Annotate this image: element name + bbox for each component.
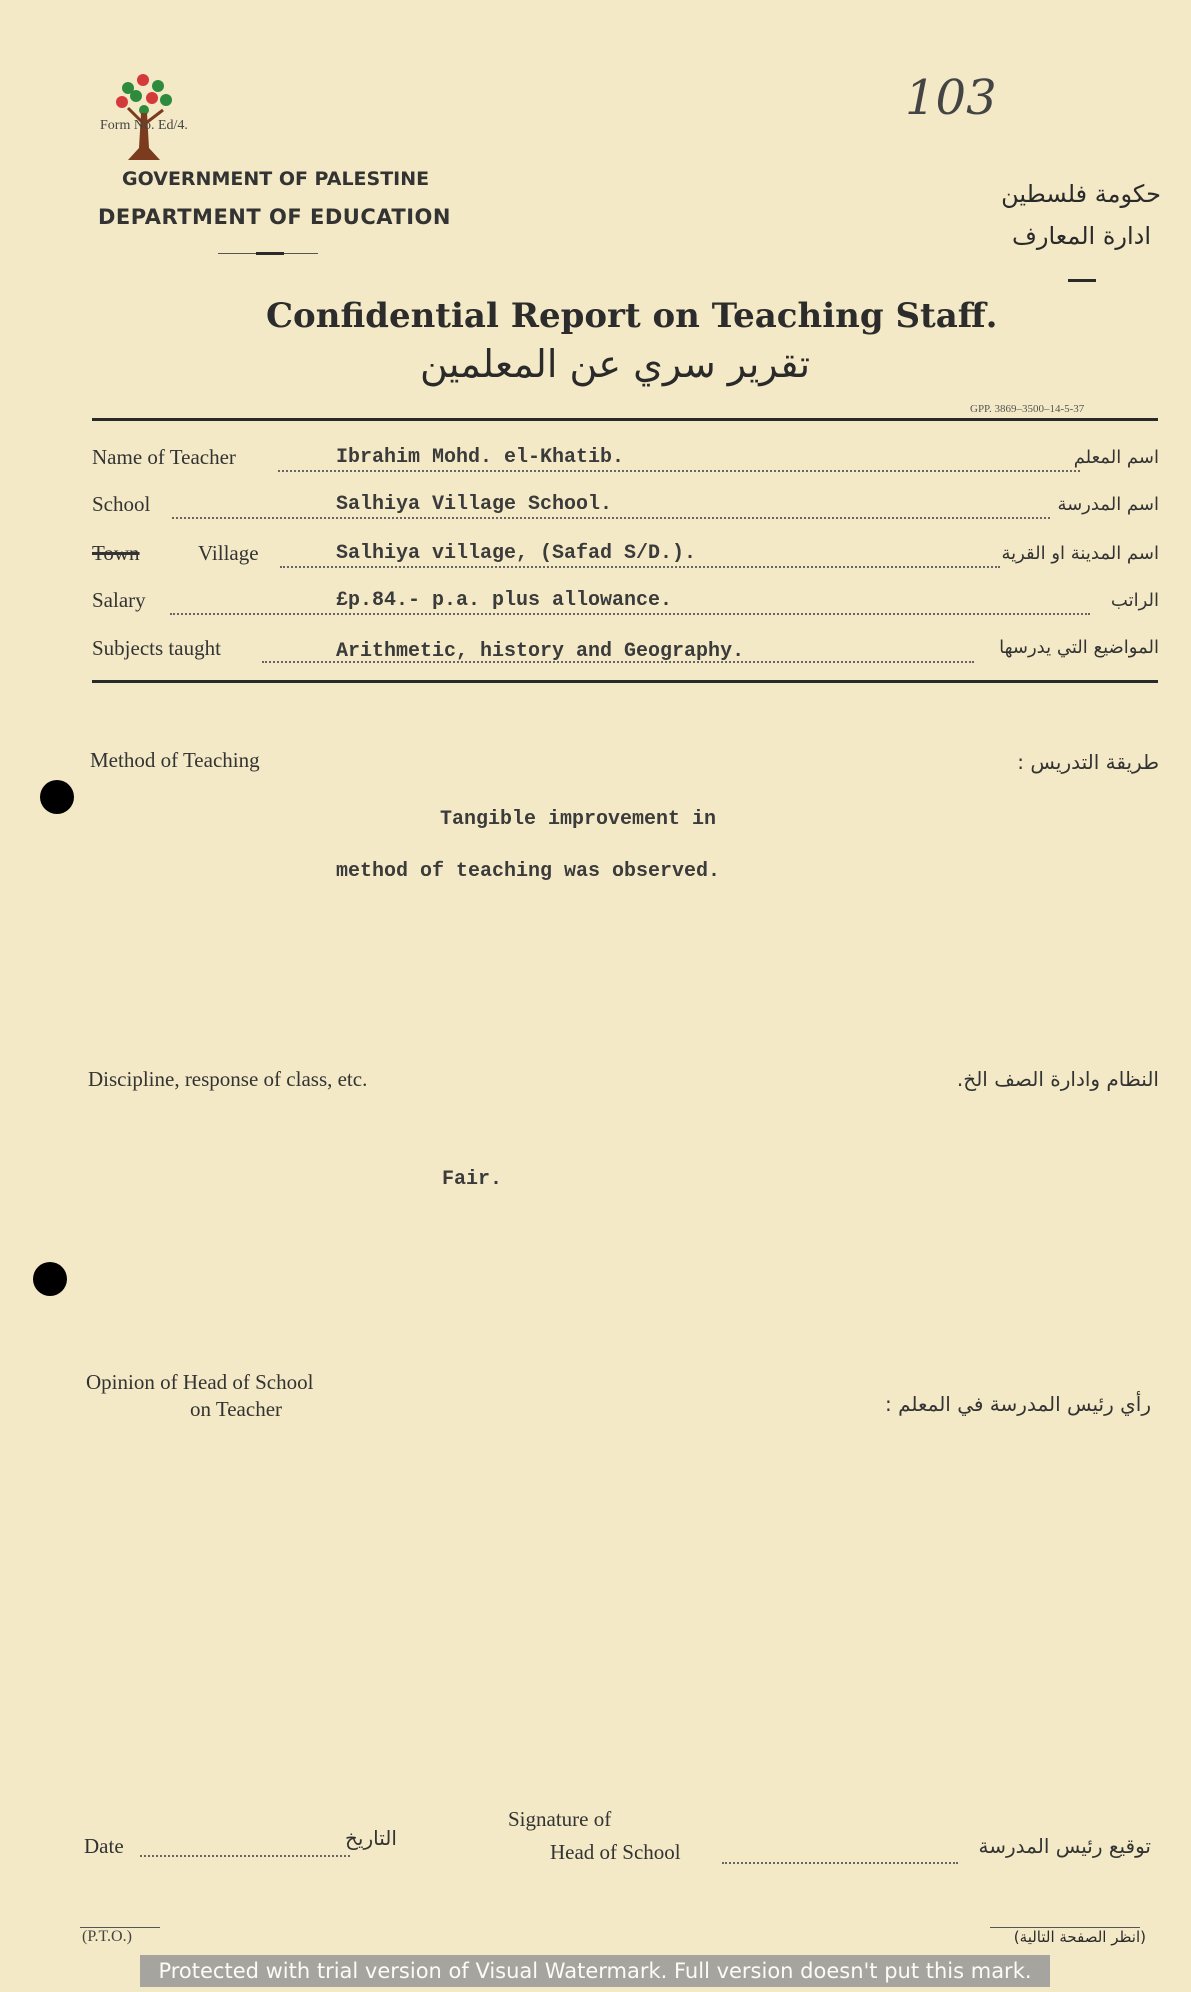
signature-label-line2: Head of School [550, 1840, 681, 1864]
field-label-town-struck: Town [92, 541, 140, 565]
field-label-subjects: Subjects taught [92, 636, 221, 660]
government-title-en: GOVERNMENT OF PALESTINE [122, 168, 430, 190]
government-title-ar: حكومة فلسطين [1001, 180, 1161, 208]
discipline-label: Discipline, response of class, etc. [88, 1067, 368, 1091]
date-label: Date [84, 1834, 124, 1858]
field-label-salary-ar: الراتب [1110, 590, 1159, 611]
watermark-banner: Protected with trial version of Visual Watermark. Full version doesn't put this mark. [140, 1955, 1050, 1987]
field-label-village-ar: اسم المدينة او القرية [1001, 543, 1159, 564]
field-label-school: School [92, 492, 151, 516]
pto-rule-ar [990, 1927, 1140, 1928]
field-value-school: Salhiya Village School. [336, 493, 613, 516]
field-value-subjects: Arithmetic, history and Geography. [336, 640, 745, 663]
page-number: 103 [905, 70, 997, 126]
department-title-ar: ادارة المعارف [1011, 222, 1151, 250]
punch-hole-upper [40, 780, 74, 814]
field-label-village: Village [198, 541, 259, 565]
signature-dots [722, 1862, 958, 1864]
field-dots-salary [170, 613, 1090, 615]
header-rule-right-thick [1068, 279, 1096, 282]
pto-label: (P.T.O.) [82, 1928, 132, 1945]
method-label: Method of Teaching [90, 748, 260, 772]
signature-label-ar: توقيع رئيس المدرسة [978, 1834, 1151, 1858]
method-text-line1: Tangible improvement in [440, 808, 717, 831]
pto-rule [80, 1927, 160, 1928]
field-label-teacher: Name of Teacher [92, 445, 236, 469]
discipline-text: Fair. [442, 1168, 503, 1191]
fields-rule [92, 680, 1158, 683]
form-number: Form No. Ed/4. [100, 118, 188, 133]
department-title-en: DEPARTMENT OF EDUCATION [98, 205, 451, 229]
method-label-ar: طريقة التدريس : [1017, 750, 1159, 774]
title-rule [92, 418, 1158, 421]
palestine-tree-logo [108, 68, 183, 163]
field-dots-teacher [278, 470, 1080, 472]
field-dots-school [172, 517, 1050, 519]
opinion-label-line2: on Teacher [190, 1397, 283, 1421]
opinion-label-ar: رأي رئيس المدرسة في المعلم : [884, 1392, 1151, 1416]
field-value-teacher: Ibrahim Mohd. el-Khatib. [336, 446, 625, 469]
opinion-label-line1: Opinion of Head of School [86, 1370, 314, 1394]
report-title-en: Confidential Report on Teaching Staff. [266, 296, 998, 336]
header-rule-left-thick [256, 252, 284, 255]
discipline-label-ar: النظام وادارة الصف الخ. [956, 1067, 1159, 1091]
method-text-line2: method of teaching was observed. [336, 860, 721, 883]
date-label-ar: التاريخ [345, 1826, 397, 1850]
field-label-school-ar: اسم المدرسة [1057, 494, 1159, 515]
field-value-salary: £p.84.- p.a. plus allowance. [336, 589, 673, 612]
field-label-teacher-ar: اسم المعلم [1073, 447, 1159, 468]
print-code: GPP. 3869–3500–14-5-37 [970, 403, 1085, 415]
report-title-ar: تقرير سري عن المعلمين [420, 342, 811, 386]
field-label-salary: Salary [92, 588, 146, 612]
field-label-subjects-ar: المواضيع التي يدرسها [999, 637, 1159, 658]
field-value-village: Salhiya village, (Safad S/D.). [336, 542, 697, 565]
punch-hole-lower [33, 1262, 67, 1296]
pto-label-ar: (انظر الصفحة التالية) [1013, 1928, 1146, 1946]
date-dots [140, 1855, 350, 1857]
field-dots-village [280, 566, 1000, 568]
signature-label-line1: Signature of [508, 1807, 612, 1831]
